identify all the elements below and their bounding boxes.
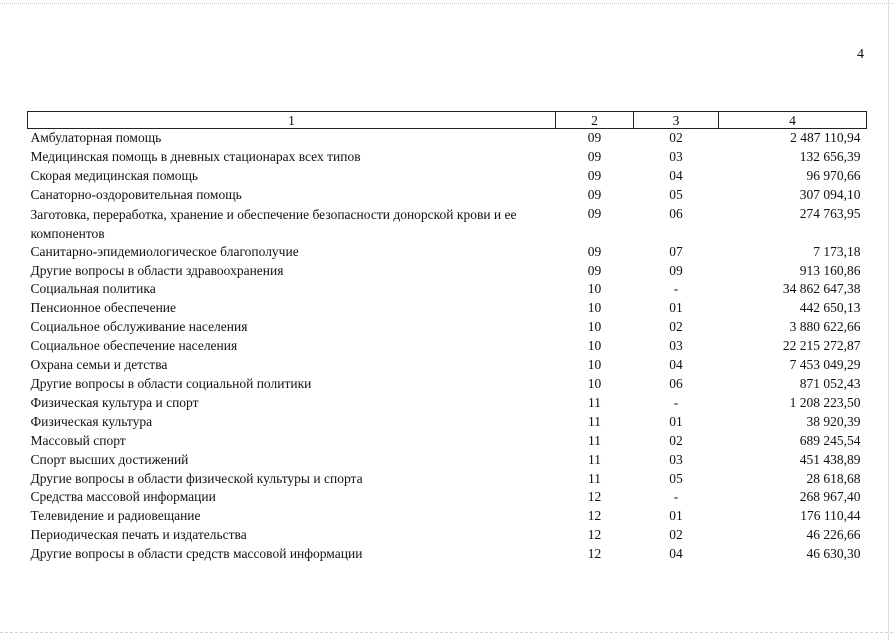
table-row bbox=[28, 413, 867, 432]
row-section-cell: 10 bbox=[587, 357, 602, 373]
row-section-cell: 09 bbox=[587, 167, 602, 183]
row-section-cell: 12 bbox=[587, 508, 602, 524]
table-row bbox=[28, 488, 867, 507]
row-name-cell: Спорт высших достижений bbox=[30, 451, 189, 467]
row-subsection-cell: 02 bbox=[669, 319, 683, 335]
table-row bbox=[28, 299, 867, 318]
row-subsection-cell: 02 bbox=[669, 432, 683, 448]
row-subsection-cell: 05 bbox=[669, 470, 683, 486]
row-name-cell: Другие вопросы в области физической культуры и спорта bbox=[30, 470, 363, 486]
row-section-cell: 12 bbox=[587, 489, 602, 505]
row-name-cell: Пенсионное обеспечение bbox=[30, 300, 177, 316]
table-row bbox=[28, 167, 867, 186]
row-name-cell: Другие вопросы в области средств массовой информации bbox=[30, 546, 363, 562]
row-name-cell: Средства массовой информации bbox=[30, 489, 216, 505]
table-row bbox=[28, 337, 867, 356]
row-section-cell: 09 bbox=[587, 148, 602, 164]
row-name-cell: Медицинская помощь в дневных стационарах всех типов bbox=[30, 148, 361, 164]
row-subsection-cell: - bbox=[673, 489, 679, 505]
row-subsection-cell: 03 bbox=[669, 148, 683, 164]
row-subsection-cell: - bbox=[673, 394, 679, 410]
row-name-cell: Санаторно-оздоровительная помощь bbox=[30, 186, 242, 202]
row-name-cell: Санитарно-эпидемиологическое благополучие bbox=[30, 243, 299, 259]
row-section-cell: 09 bbox=[587, 243, 602, 259]
row-section-cell: 11 bbox=[588, 432, 601, 448]
row-amount-cell: 96 970,66 bbox=[806, 167, 861, 183]
scan-edge-top bbox=[0, 3, 893, 5]
row-amount-cell: 46 630,30 bbox=[806, 546, 861, 562]
row-section-cell: 11 bbox=[588, 451, 601, 467]
row-section-cell: 09 bbox=[587, 186, 602, 202]
table-body bbox=[28, 129, 867, 565]
table-row bbox=[28, 470, 867, 489]
header-row bbox=[28, 112, 867, 129]
row-section-cell: 11 bbox=[588, 394, 601, 410]
row-subsection-cell: 02 bbox=[669, 130, 683, 145]
table-row bbox=[28, 375, 867, 394]
row-amount-cell: 7 453 049,29 bbox=[789, 357, 861, 373]
row-amount-cell: 268 967,40 bbox=[799, 489, 861, 505]
row-amount-cell: 871 052,43 bbox=[799, 375, 861, 391]
row-amount-cell: 28 618,68 bbox=[806, 470, 861, 486]
row-name-cell: Массовый спорт bbox=[30, 432, 126, 448]
row-name-cell: Социальное обслуживание населения bbox=[30, 319, 248, 335]
row-section-cell: 10 bbox=[587, 338, 602, 354]
page-number: 4 bbox=[857, 47, 864, 62]
row-subsection-cell: 09 bbox=[669, 262, 683, 278]
row-name-cell: Периодическая печать и издательства bbox=[30, 527, 247, 543]
row-amount-cell: 176 110,44 bbox=[800, 508, 861, 524]
header-col-2: 2 bbox=[556, 112, 634, 129]
row-subsection-cell: 01 bbox=[669, 413, 683, 429]
table-row bbox=[28, 356, 867, 375]
row-section-cell: 11 bbox=[588, 413, 601, 429]
table-row bbox=[28, 243, 867, 262]
scan-edge-bottom bbox=[0, 632, 893, 634]
row-amount-cell: 307 094,10 bbox=[799, 186, 861, 202]
row-subsection-cell: 06 bbox=[669, 205, 683, 221]
row-name-cell: Социальная политика bbox=[30, 281, 156, 297]
row-name-cell: Охрана семьи и детства bbox=[30, 357, 168, 373]
row-amount-cell: 34 862 647,38 bbox=[782, 281, 861, 297]
row-name-cell: Другие вопросы в области здравоохранения bbox=[30, 262, 284, 278]
row-subsection-cell: 03 bbox=[669, 338, 683, 354]
row-amount-cell: 7 173,18 bbox=[813, 243, 861, 259]
row-name-cell: Физическая культура и спорт bbox=[30, 394, 199, 410]
row-amount-cell: 274 763,95 bbox=[799, 205, 861, 221]
row-subsection-cell: 01 bbox=[669, 300, 683, 316]
row-amount-cell: 38 920,39 bbox=[806, 413, 861, 429]
row-section-cell: 09 bbox=[587, 130, 602, 145]
row-section-cell: 12 bbox=[587, 527, 602, 543]
table-row bbox=[28, 186, 867, 205]
table-row bbox=[28, 432, 867, 451]
row-amount-cell: 913 160,86 bbox=[799, 262, 861, 278]
table-row bbox=[28, 507, 867, 526]
row-name-cell: Физическая культура bbox=[30, 413, 153, 429]
row-name-cell: Другие вопросы в области социальной политики bbox=[30, 375, 312, 391]
table-header bbox=[28, 112, 867, 129]
row-amount-cell: 132 656,39 bbox=[799, 148, 861, 164]
row-section-cell: 10 bbox=[587, 319, 602, 335]
row-amount-cell: 2 487 110,94 bbox=[790, 130, 861, 145]
row-amount-cell: 689 245,54 bbox=[799, 432, 861, 448]
table-row bbox=[28, 394, 867, 413]
row-amount-cell: 1 208 223,50 bbox=[789, 394, 861, 410]
header-col-3: 3 bbox=[634, 112, 719, 129]
scan-edge-right bbox=[888, 0, 890, 640]
row-section-cell: 10 bbox=[587, 281, 602, 297]
row-section-cell: 12 bbox=[587, 546, 602, 562]
budget-table bbox=[27, 111, 867, 564]
row-subsection-cell: 02 bbox=[669, 527, 683, 543]
row-subsection-cell: 04 bbox=[669, 167, 683, 183]
table-row bbox=[28, 262, 867, 281]
header-col-4: 4 bbox=[719, 112, 867, 129]
row-subsection-cell: - bbox=[673, 281, 679, 297]
table-row bbox=[28, 318, 867, 337]
table-row bbox=[28, 545, 867, 564]
row-subsection-cell: 07 bbox=[669, 243, 683, 259]
row-section-cell: 10 bbox=[587, 375, 602, 391]
table-row bbox=[28, 129, 867, 148]
row-name-cell: Заготовка, переработка, хранение и обеспечение безопасности донорской крови и ее компонентов bbox=[30, 206, 517, 241]
table-row bbox=[28, 280, 867, 299]
row-amount-cell: 46 226,66 bbox=[806, 527, 861, 543]
row-name-cell: Телевидение и радиовещание bbox=[30, 508, 201, 524]
row-subsection-cell: 03 bbox=[669, 451, 683, 467]
row-subsection-cell: 04 bbox=[669, 357, 683, 373]
header-col-1: 1 bbox=[28, 112, 556, 129]
row-subsection-cell: 01 bbox=[669, 508, 683, 524]
row-name-cell: Скорая медицинская помощь bbox=[30, 167, 199, 183]
table-row bbox=[28, 451, 867, 470]
row-name-cell: Амбулаторная помощь bbox=[30, 130, 162, 145]
table-row bbox=[28, 148, 867, 167]
row-amount-cell: 3 880 622,66 bbox=[789, 319, 861, 335]
row-name-cell: Социальное обеспечение населения bbox=[30, 338, 238, 354]
row-section-cell: 11 bbox=[588, 470, 601, 486]
row-subsection-cell: 04 bbox=[669, 546, 683, 562]
table-row bbox=[28, 205, 867, 243]
row-section-cell: 10 bbox=[587, 300, 602, 316]
row-section-cell: 09 bbox=[587, 262, 602, 278]
row-amount-cell: 442 650,13 bbox=[799, 300, 861, 316]
row-subsection-cell: 06 bbox=[669, 375, 683, 391]
row-amount-cell: 22 215 272,87 bbox=[782, 338, 861, 354]
table-row bbox=[28, 526, 867, 545]
row-subsection-cell: 05 bbox=[669, 186, 683, 202]
row-amount-cell: 451 438,89 bbox=[799, 451, 861, 467]
row-section-cell: 09 bbox=[587, 205, 602, 221]
